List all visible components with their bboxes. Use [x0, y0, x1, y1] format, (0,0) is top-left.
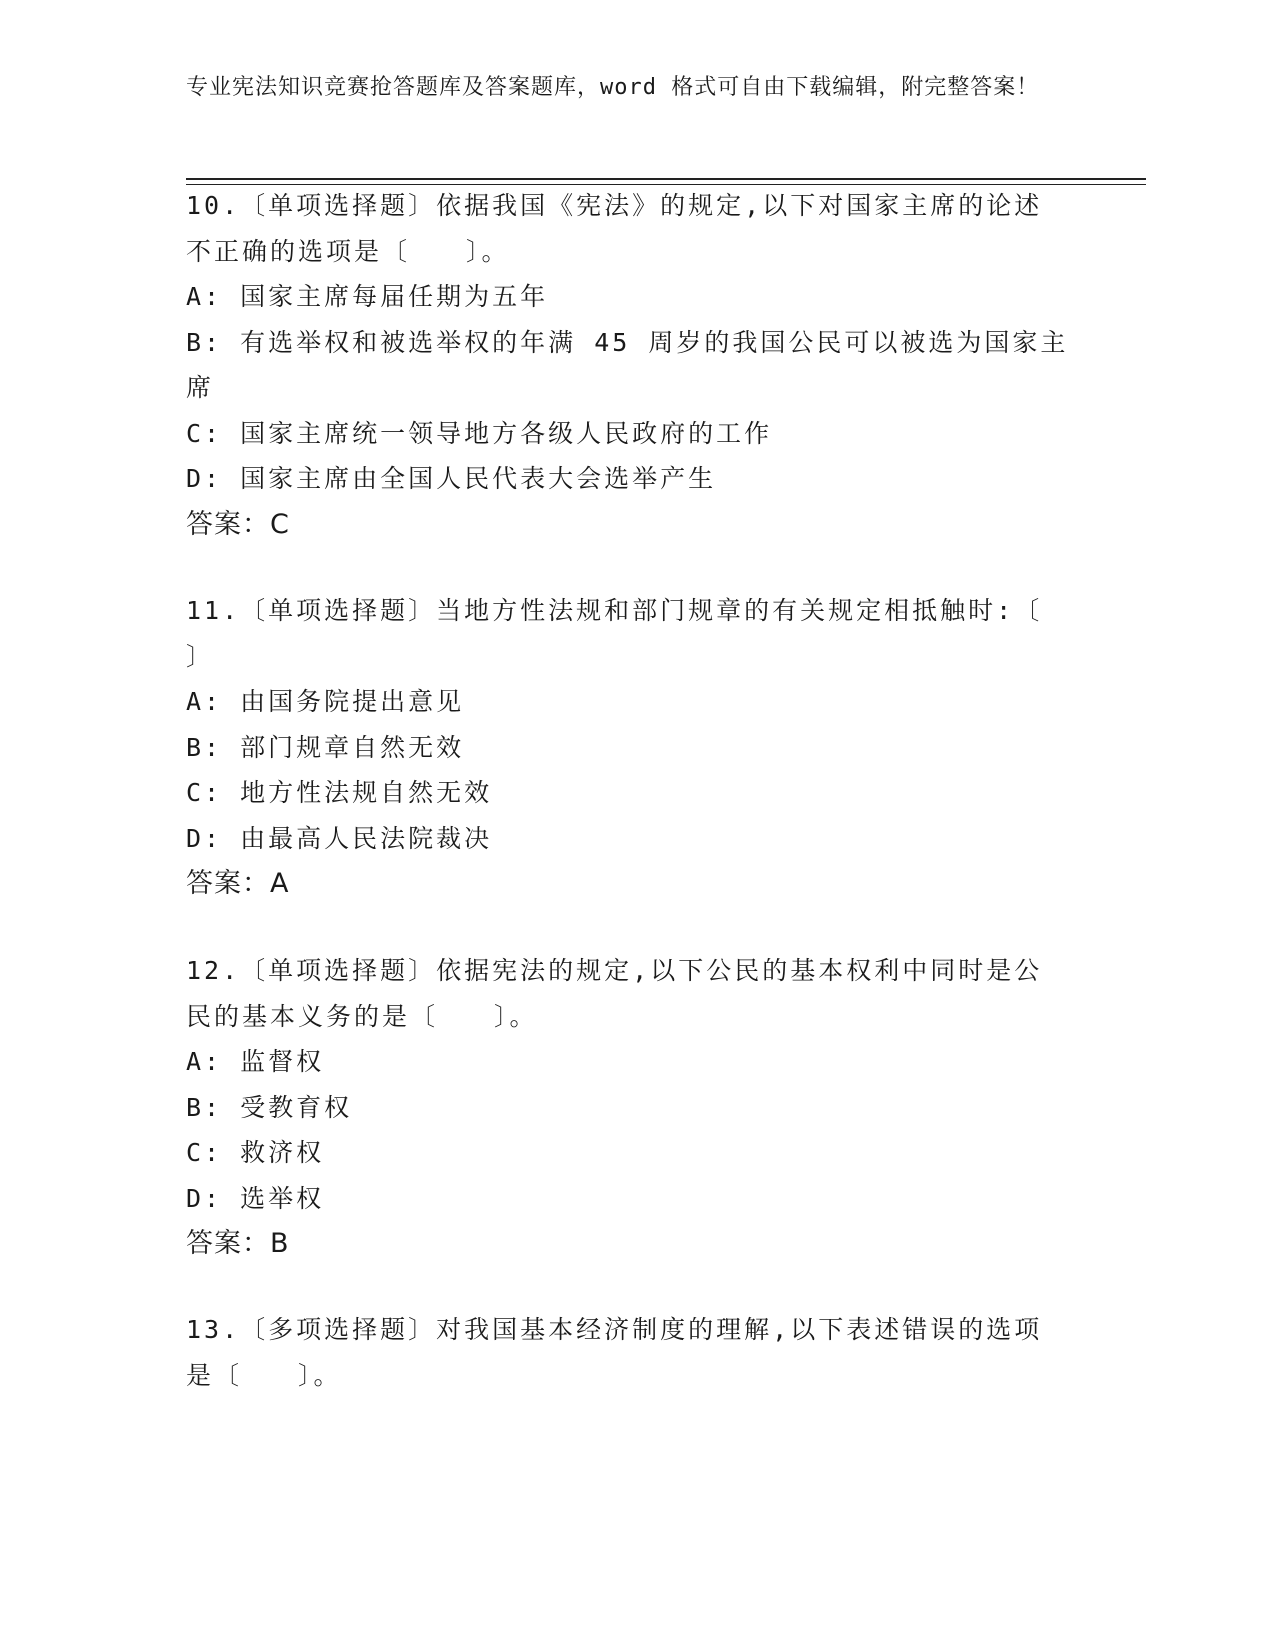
option-b: B: 部门规章自然无效 — [186, 732, 465, 762]
question-10 — [186, 183, 1069, 547]
option-c: C: 救济权 — [186, 1138, 325, 1167]
answer-line: 答案：A — [186, 868, 290, 899]
header-rule-thick — [186, 178, 1146, 180]
question-stem-line: 10.〔单项选择题〕依据我国《宪法》的规定,以下对国家主席的论述 — [186, 191, 1043, 220]
question-stem-line: 13.〔多项选择题〕对我国基本经济制度的理解,以下表述错误的选项 — [186, 1315, 1043, 1344]
option-b: B: 受教育权 — [186, 1092, 353, 1122]
option-a: A: 国家主席每届任期为五年 — [186, 282, 549, 311]
option-b: B: 有选举权和被选举权的年满 45 周岁的我国公民可以被选为国家主 — [186, 327, 1069, 357]
question-stem-line: 11.〔单项选择题〕当地方性法规和部门规章的有关规定相抵触时:〔 — [186, 596, 1043, 625]
question-stem-line: 12.〔单项选择题〕依据宪法的规定,以下公民的基本权利中同时是公 — [186, 956, 1043, 985]
option-a: A: 由国务院提出意见 — [186, 687, 465, 716]
question-stem-line: 民的基本义务的是〔 〕。 — [186, 1001, 538, 1031]
question-12 — [186, 948, 1066, 1266]
answer-line: 答案：B — [186, 1228, 290, 1259]
option-d: D: 国家主席由全国人民代表大会选举产生 — [186, 464, 717, 493]
question-stem-line: 〕 — [186, 641, 215, 671]
option-c: C: 国家主席统一领导地方各级人民政府的工作 — [186, 418, 773, 448]
option-a: A: 监督权 — [186, 1047, 325, 1076]
question-stem-line: 不正确的选项是〔 〕。 — [186, 236, 510, 266]
option-b-continued: 席 — [186, 373, 215, 402]
option-c: C: 地方性法规自然无效 — [186, 778, 493, 807]
question-13 — [186, 1307, 1066, 1398]
question-11 — [186, 588, 1066, 906]
option-d: D: 由最高人民法院裁决 — [186, 823, 493, 853]
document-header: 专业宪法知识竞赛抢答题库及答案题库，word 格式可自由下载编辑，附完整答案！ — [186, 75, 1040, 100]
question-stem-line: 是〔 〕。 — [186, 1360, 342, 1390]
option-d: D: 选举权 — [186, 1183, 325, 1213]
answer-line: 答案：C — [186, 508, 290, 540]
